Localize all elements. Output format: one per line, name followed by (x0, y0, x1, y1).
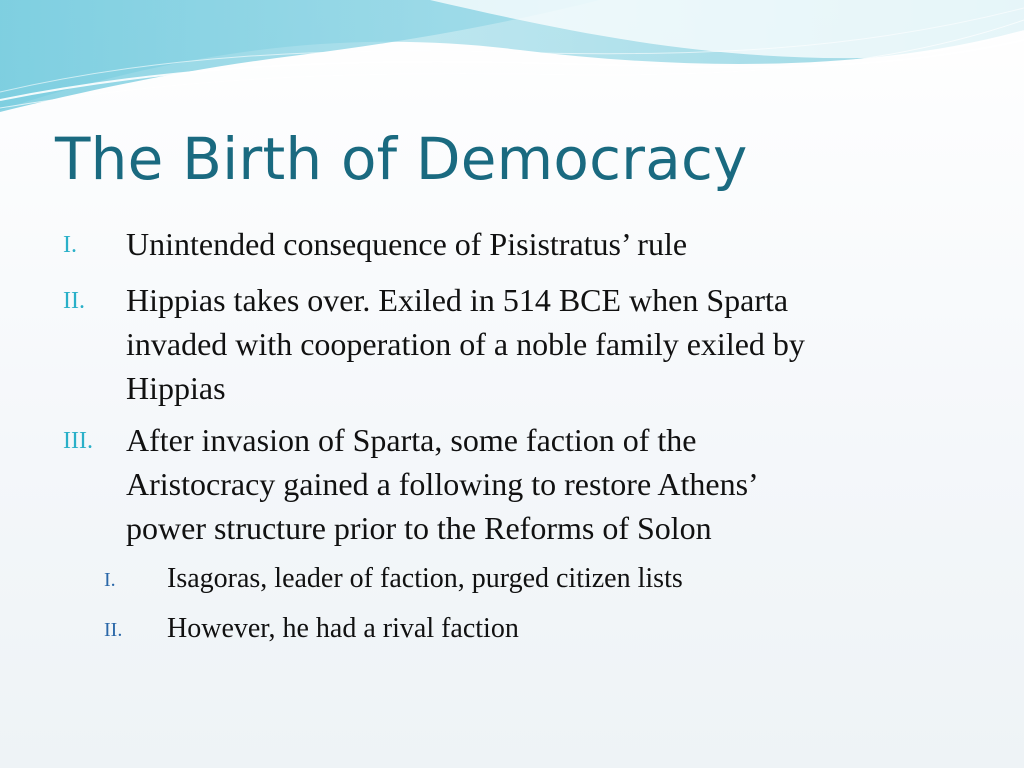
slide-title: The Birth of Democracy (55, 125, 748, 193)
sub-list-item-text: However, he had a rival faction (167, 613, 519, 644)
list-item-text: Hippias (126, 370, 226, 406)
list-item-text: invaded with cooperation of a noble family exiled by (126, 326, 805, 362)
sub-list-item-text: Isagoras, leader of faction, purged citizen lists (167, 563, 683, 594)
sub-list-marker: I. (104, 569, 116, 591)
list-item-text: power structure prior to the Reforms of Solon (126, 510, 712, 546)
sub-list-marker: II. (104, 619, 123, 641)
list-marker: I. (63, 232, 77, 258)
list-item-text: Aristocracy gained a following to restore Athens’ (126, 466, 759, 502)
list-item-text: After invasion of Sparta, some faction of the (126, 422, 697, 458)
list-item-text: Hippias takes over. Exiled in 514 BCE when Sparta (126, 282, 789, 318)
list-marker: II. (63, 288, 85, 314)
list-item-text: Unintended consequence of Pisistratus’ rule (126, 226, 688, 262)
list-marker: III. (63, 428, 93, 454)
